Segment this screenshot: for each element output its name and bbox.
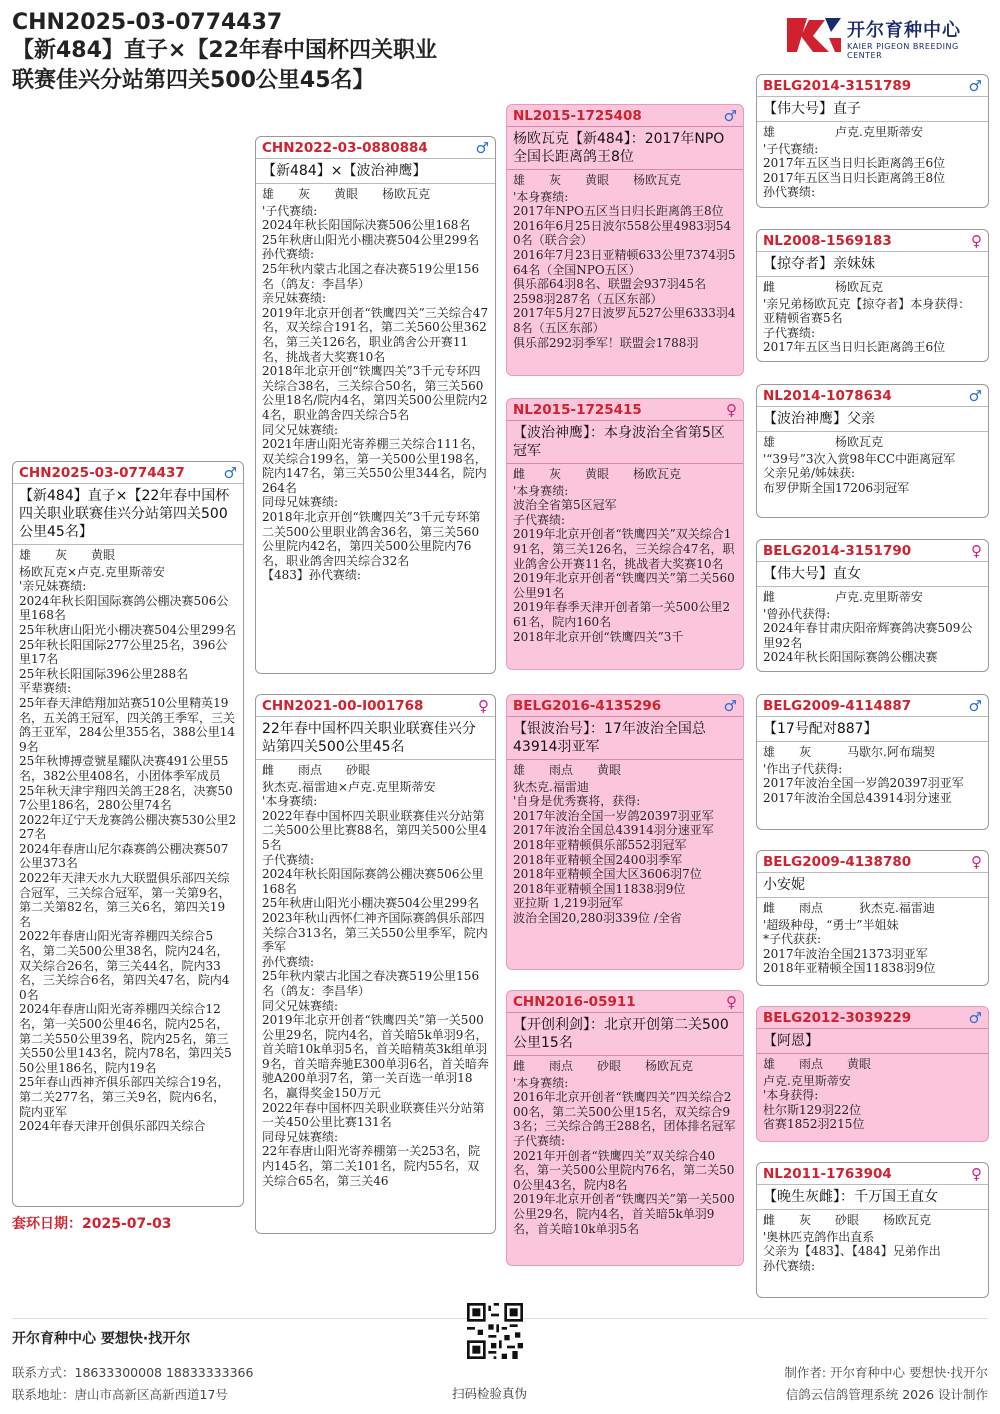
record-line: 25年秋天津宇翔四关鸽王28名，决赛507公里186名，280公里74名 [19, 783, 233, 813]
record-line: 2024年秋长阳国际赛鸽公棚决赛506公里168名 [262, 867, 484, 896]
ring-number [757, 230, 988, 252]
record-line: 同父兄妹赛绩: [262, 422, 339, 437]
male-icon: ♂ [223, 464, 237, 482]
record-line: 2019年春季天津开创者第一关500公里261名，院内160名 [513, 600, 731, 629]
header-name-line-2: 联赛佳兴分站第四关500公里45名】 [12, 68, 375, 93]
record-line: 2018年北京开创“铁鹰四关”3千元专环第二关500公里职业鸽舍36名，第三关560公里院内42名，第四关500公里院内76名，职业鸽舍四关综合32名 [262, 510, 481, 568]
pigeon-attributes: 雌 雨点 狄杰克.福雷迪 [763, 901, 935, 915]
pigeon-attributes: 雄 灰 黄眼 杨欧瓦克 [513, 173, 682, 187]
record-line: 2017年NPO五区当日归长距离鸽王8位 [513, 204, 724, 219]
record-line: 2019年北京开创者“铁鹰四关”第二关560公里91名 [513, 571, 735, 600]
pigeon-name: 【新484】直子×【22年春中国杯四关职业联赛佳兴分站第四关500公里45名】 [13, 484, 243, 545]
male-icon: ♂ [968, 1009, 982, 1027]
ring-number [757, 385, 988, 407]
male-icon: ♂ [723, 697, 737, 715]
ring-number [757, 75, 988, 97]
record-line: 同父兄妹赛绩: [262, 998, 339, 1013]
pigeon-attributes: 雌 杨欧瓦克 [763, 280, 884, 294]
ring-text: NL2008-1569183 [763, 233, 892, 249]
record-line: 波治全省第5区冠军 [513, 498, 617, 513]
record-line: 25年秋长阳国际277公里25名，396公里17名 [19, 637, 228, 667]
pigeon-name: 【掠夺者】亲妹妹 [757, 252, 988, 277]
footer-contact [12, 1328, 392, 1406]
ring-text: NL2015-1725408 [513, 108, 642, 124]
record-line: 子代赛绩: [513, 512, 566, 527]
card-subject[interactable] [12, 461, 244, 1207]
record-line: '“39号”3次入赏98年CC中距离冠军 [763, 451, 956, 466]
record-line: 2018年北京开创“铁鹰四关”3千 [513, 629, 684, 644]
logo-english-text: KAIER PIGEON BREEDING CENTER [847, 42, 959, 60]
record-line: 俱乐部64羽8名、联盟会937羽45名 [513, 277, 707, 292]
pigeon-name: 【开创利剑】：北京开创第二关500公里15名 [507, 1013, 743, 1056]
pigeon-details [256, 184, 495, 583]
record-line: 2016年6月25日波尔558公里4983羽540名（联合会） [513, 218, 732, 248]
ring-text: BELG2012-3039229 [763, 1010, 912, 1026]
card-sire-sire[interactable] [506, 104, 744, 376]
qr-code-icon[interactable] [467, 1303, 523, 1359]
record-line: '本身赛绩: [513, 189, 569, 204]
record-line: 2019年北京开创者“铁鹰四关”三关综合47名，双关综合191名，第二关560公里362名，第三关126名，职业鸽舍公开赛11名，挑战者大奖赛10名 [262, 305, 489, 364]
ring-text: CHN2016-05911 [513, 994, 636, 1010]
pigeon-details [757, 587, 988, 665]
female-icon: ♀ [971, 542, 982, 560]
pigeon-details [757, 898, 988, 976]
pigeon-attributes: 雌 雨点 砂眼 [262, 763, 371, 777]
record-line: 子代赛绩: [763, 325, 816, 340]
record-line: '亲兄弟杨欧瓦克【掠夺者】本身获得：亚精顿省赛5名 [763, 296, 971, 326]
kaier-logo [785, 14, 990, 60]
record-line: 25年秋唐山阳光小棚决赛504公里299名 [262, 232, 480, 247]
footer-maker: 制作者: 开尔育种中心 要想快·找开尔 [784, 1365, 988, 1380]
record-line: 2024年春甘肃庆阳帝辉赛鸽决赛509公里92名 [763, 621, 973, 650]
female-icon: ♀ [726, 993, 737, 1011]
record-line: 2023年秋山西怀仁神齐国际赛鸽俱乐部四关综合313名，第三关550公里季军，院内季军 [262, 910, 488, 955]
record-line: 2016年北京开创者“铁鹰四关”四关综合200名，第二关500公里15名，双关综合93名；三关综合鸽王288名，团体排名冠军 [513, 1090, 736, 1134]
ring-text: BELG2009-4138780 [763, 854, 912, 870]
record-line: 25年秋唐山阳光小棚决赛504公里299名 [262, 896, 480, 911]
record-line: 平辈赛绩: [19, 681, 72, 696]
record-line: 2024年秋长阳国际赛鸽公棚决赛506公里168名 [19, 593, 229, 623]
record-line: *子代获获: [763, 932, 822, 947]
pigeon-name: 【阿恩】 [757, 1029, 988, 1054]
record-line: 25年春山西神齐俱乐部四关综合19名，第二关277名，第三关9名，院内6名，院内亚军 [19, 1075, 230, 1119]
record-line: 2019年北京开创者“铁鹰四关”双关综合191名，第三关126名，三关综合47名，职业鸽舍公开赛11名，挑战者大奖赛10名 [513, 527, 735, 571]
record-line: 2017年五区当日归长距离鸽王6位 [763, 156, 946, 171]
record-line: 2017年波治全国总43914羽分速亚军 [513, 823, 714, 838]
record-line: '子代赛绩: [763, 141, 819, 156]
male-icon: ♂ [968, 387, 982, 405]
ring-text: CHN2022-03-0880884 [262, 140, 428, 156]
ring-number [256, 695, 495, 717]
record-line: 2019年北京开创者“铁鹰四关”第一关500公里29名，院内4名，首关暗5k单羽9名，首关暗10k单羽5名 [513, 1192, 735, 1236]
footer-brand: 开尔育种中心 要想快·找开尔 [12, 1331, 191, 1347]
record-line: 2017年5月27日波罗瓦527公里6333羽48名（五区东部） [513, 306, 736, 335]
pigeon-attributes: 雄 卢克.克里斯蒂安 [763, 125, 923, 139]
pigeon-attributes: 雄 杨欧瓦克 [763, 435, 884, 449]
record-line: '超级种母，“勇士”半姐妹 [763, 917, 899, 932]
record-line: 2022年辽宁天龙赛鸽公棚决赛530公里227名 [19, 812, 237, 842]
ring-number [507, 399, 743, 421]
pigeon-details [507, 1056, 743, 1236]
record-line: 2018年亚精顿全国大区3606羽7位 [513, 867, 702, 882]
scan-verify-text: 扫码检验真伪 [452, 1386, 528, 1401]
ring-number [13, 462, 243, 484]
record-line: 2018年亚精顿俱乐部552羽冠军 [513, 837, 687, 852]
record-line: 孙代赛绩: [763, 1258, 816, 1273]
record-line: '本身获得: [763, 1088, 819, 1103]
record-line: 孙代赛绩: [262, 954, 315, 969]
ring-number [256, 137, 495, 159]
pigeon-details [507, 464, 743, 644]
record-line: 孙代赛绩: [262, 247, 315, 262]
record-line: '本身赛绩: [262, 794, 318, 809]
record-line: 波治全国20,280羽339位 /全省 [513, 910, 682, 925]
record-line: 子代赛绩: [513, 1133, 566, 1148]
ring-number [507, 105, 743, 127]
record-line: '本身赛绩: [513, 1075, 569, 1090]
record-line: 2018年亚精顿全国2400羽季军 [513, 852, 683, 867]
footer-address: 联系地址：唐山市高新区高新西道17号 [12, 1387, 228, 1402]
record-line: 25年秋唐山阳光小棚决赛504公里299名 [19, 622, 237, 637]
record-line: 杨欧瓦克×卢克.克里斯蒂安 [19, 564, 165, 579]
pigeon-name: 【17号配对887】 [757, 717, 988, 742]
pigeon-attributes: 雌 雨点 砂眼 杨欧瓦克 [513, 1059, 694, 1073]
ring-number [757, 1163, 988, 1185]
record-line: 杜尔斯129羽22位 [763, 1102, 862, 1117]
pigeon-name: 【新484】×【波治神鹰】 [256, 159, 495, 184]
record-line: 25年秋长阳国际396公里288名 [19, 666, 189, 681]
record-line: 子代赛绩: [262, 852, 315, 867]
record-line: '曾孙代获得: [763, 606, 831, 621]
record-line: 2016年7月23日亚精顿633公里7374羽564名（全国NPO五区） [513, 247, 736, 277]
footer-phone: 联系方式：18633300008 18833333366 [12, 1365, 254, 1380]
record-line: 2017年五区当日归长距离鸽王6位 [763, 340, 946, 355]
card-dss[interactable] [756, 694, 989, 830]
pigeon-attributes: 雄 灰 黄眼 [19, 548, 116, 562]
ring-text: BELG2014-3151789 [763, 78, 912, 94]
record-line: 狄杰克.福雷迪×卢克.克里斯蒂安 [262, 779, 436, 794]
record-line: 【483】孙代赛绩: [262, 568, 361, 583]
card-dsd[interactable] [756, 850, 989, 986]
pigeon-name: 22年春中国杯四关职业联赛佳兴分站第四关500公里45名 [256, 717, 495, 760]
record-line: 2024年春唐山尼尔森赛鸽公棚决赛507公里373名 [19, 841, 229, 871]
pigeon-name: 【伟大号】直女 [757, 562, 988, 587]
record-line: '亲兄妹赛绩: [19, 579, 87, 594]
record-line: 2018年亚精顿全国11838羽9位 [513, 881, 686, 896]
pigeon-name: 【晚生灰雌】：千万国王直女 [757, 1185, 988, 1210]
record-line: 2024年春唐山阳光寄养棚四关综合12名，第一关500公里46名，院内25名，第二关550公里39名，院内25名，第三关550公里143名，院内78名，第四关550公里186名，院内19名 [19, 1002, 232, 1075]
card-sdd[interactable] [756, 539, 989, 672]
record-line: 狄杰克.福雷迪 [513, 779, 589, 794]
pigeon-attributes: 雄 灰 黄眼 杨欧瓦克 [262, 187, 431, 201]
male-icon: ♂ [968, 697, 982, 715]
ring-text: NL2011-1763904 [763, 1166, 892, 1182]
record-line: 25年秋内蒙古北国之春决赛519公里156名（鸽友：李昌华） [262, 261, 480, 291]
record-line: 22年春唐山阳光寄养棚第一关253名，院内145名，第二关101名，院内55名，双关综合65名，第三关46 [262, 1144, 481, 1188]
male-icon: ♂ [475, 139, 489, 157]
record-line: 卢克.克里斯蒂安 [763, 1073, 851, 1088]
logo-chinese-text: 开尔育种中心 [847, 20, 961, 41]
record-line: 俱乐部292羽季军！联盟会1788羽 [513, 335, 699, 350]
ring-number [757, 540, 988, 562]
pigeon-details [757, 1054, 988, 1132]
record-line: 布罗伊斯全国17206羽冠军 [763, 480, 910, 495]
card-dam-sire[interactable] [506, 694, 744, 970]
record-line: 2022年天津天水九大联盟俱乐部四关综合冠军，三关综合冠军，第一关第9名，第二关第82名，第三关6名，第四关19名 [19, 871, 231, 929]
pigeon-name: 杨欧瓦克【新484】：2017年NPO全国长距离鸽王8位 [507, 127, 743, 170]
card-dam-dam[interactable] [506, 990, 744, 1266]
female-icon: ♀ [971, 1165, 982, 1183]
record-line: 父亲兄弟/姊妹获: [763, 466, 856, 481]
record-line: 父亲为【483】、【484】兄弟作出 [763, 1244, 941, 1259]
card-sds[interactable] [756, 384, 989, 518]
kaier-logo-icon [785, 14, 843, 56]
record-line: 亲兄妹赛绩: [262, 291, 327, 306]
ring-number [757, 1007, 988, 1029]
ring-text: NL2014-1078634 [763, 388, 892, 404]
ring-text: NL2015-1725415 [513, 402, 642, 418]
male-icon: ♂ [968, 77, 982, 95]
record-line: 25年春天津皓翔加站赛510公里精英19名，五关鸽王冠军，四关鸽王季军，三关鸽王亚军，284公里355名，388公里149名 [19, 695, 236, 754]
pigeon-details [507, 760, 743, 926]
card-ssd[interactable] [756, 229, 989, 362]
pigeon-attributes: 雌 灰 黄眼 杨欧瓦克 [513, 467, 682, 481]
pigeon-name: 【波治神鹰】父亲 [757, 407, 988, 432]
record-line: 2019年北京开创者“铁鹰四关”第一关500公里29名，院内4名，首关暗5k单羽9名，首关暗10k单羽5名，首关暗精英3k组单羽9名，首关暗奔驰E300单羽6名，首关暗奔驰A200单羽7名，第一关百选一单羽18名，赢得奖金150万元 [262, 1013, 489, 1101]
pigeon-attributes: 雌 灰 砂眼 杨欧瓦克 [763, 1213, 932, 1227]
record-line: '自身是优秀赛将，获得: [513, 794, 641, 809]
record-line: 2598羽287名（五区东部） [513, 291, 663, 306]
record-line: '作出子代获得: [763, 761, 843, 776]
pigeon-details [757, 432, 988, 495]
ring-date: 套环日期：2025-07-03 [12, 1216, 172, 1232]
pigeon-attributes: 雄 雨点 黄眼 [513, 763, 622, 777]
record-line: 2017年波治全国一岁鸽20397羽亚军 [513, 808, 714, 823]
ring-text: BELG2009-4114887 [763, 698, 912, 714]
record-line: 2024年秋长阳国际赛鸽公棚决赛 [763, 650, 938, 665]
record-line: '奥林匹克鸽作出直系 [763, 1229, 875, 1244]
record-line: 亚拉斯 1,219羽冠军 [513, 896, 624, 911]
ring-text: BELG2014-3151790 [763, 543, 912, 559]
pigeon-details [757, 742, 988, 805]
card-dds[interactable] [756, 1006, 989, 1142]
footer-credits [784, 1362, 988, 1406]
record-line: 2021年唐山阳光寄养棚三关综合111名，双关综合199名，第一关500公里198名，院内147名，第三关550公里344名，院内264名 [262, 437, 487, 495]
pigeon-attributes: 雌 卢克.克里斯蒂安 [763, 590, 923, 604]
record-line: 同母兄妹赛绩: [262, 495, 339, 510]
pigeon-name: 【银波治号】：17年波治全国总43914羽亚军 [507, 717, 743, 760]
record-line: '子代赛绩: [262, 203, 318, 218]
record-line: 2017年波治全国21373羽亚军 [763, 946, 928, 961]
card-sss[interactable] [756, 74, 989, 208]
record-line: 2018年北京开创“铁鹰四关”3千元专环四关综合38名，三关综合50名，第三关560公里18名/院内4名，第四关500公里院内24名，职业鸽舍四关综合5名 [262, 364, 488, 422]
pigeon-details [507, 170, 743, 350]
record-line: 2022年春唐山阳光寄养棚四关综合5名，第二关500公里38名，院内24名，双关综合26名，第三关44名，院内33名，三关综合6名，第四关47名，院内40名 [19, 929, 230, 1002]
record-line: 25年秋内蒙古北国之春决赛519公里156名（鸽友：李昌华） [262, 969, 480, 998]
ring-text: BELG2016-4135296 [513, 698, 662, 714]
record-line: 2021年开创者“铁鹰四关”双关综合40名，第一关500公里院内76名，第二关500公里43名，院内8名 [513, 1148, 735, 1192]
record-line: 2018年亚精顿全国11838羽9位 [763, 961, 936, 976]
record-line: 2024年春天津开创俱乐部四关综合 [19, 1119, 206, 1134]
male-icon: ♂ [723, 107, 737, 125]
card-ddd[interactable] [756, 1162, 989, 1298]
record-line: 25年秋博搏壹號星耀队决赛491公里55名，382公里408名，小团体季军成员 [19, 754, 229, 783]
header-ring-number: CHN2025-03-0774437 [12, 10, 283, 35]
ring-text: CHN2025-03-0774437 [19, 465, 185, 481]
record-line: 2017年波治全国总43914羽分速亚 [763, 790, 952, 805]
female-icon: ♀ [971, 853, 982, 871]
pigeon-details [13, 545, 243, 1134]
pigeon-name: 【波治神鹰】：本身波治全省第5区冠军 [507, 421, 743, 464]
pigeon-details [757, 122, 988, 200]
female-icon: ♀ [478, 697, 489, 715]
pigeon-name: 【伟大号】直子 [757, 97, 988, 122]
pigeon-details [757, 1210, 988, 1273]
header-name-line-1: 【新484】直子×【22年春中国杯四关职业 [12, 38, 437, 63]
ring-number [757, 851, 988, 873]
pigeon-attributes: 雄 灰 马歇尔.阿布瑞契 [763, 745, 935, 759]
ring-number [757, 695, 988, 717]
ring-number [507, 991, 743, 1013]
record-line: 2024年秋长阳国际决赛506公里168名 [262, 218, 471, 233]
pedigree-header [12, 10, 532, 96]
card-dam[interactable] [255, 694, 496, 1234]
ring-number [507, 695, 743, 717]
record-line: 2017年波治全国一岁鸽20397羽亚军 [763, 776, 964, 791]
pigeon-details [757, 277, 988, 355]
record-line: '本身赛绩: [513, 483, 569, 498]
record-line: 2022年春中国杯四关职业联赛佳兴分站第二关500公里比赛88名，第四关500公里45名 [262, 808, 487, 852]
card-sire[interactable] [255, 136, 496, 674]
record-line: 同母兄妹赛绩: [262, 1129, 339, 1144]
card-sire-dam[interactable] [506, 398, 744, 670]
female-icon: ♀ [971, 232, 982, 250]
record-line: 孙代赛绩: [763, 185, 816, 200]
record-line: 2017年五区当日归长距离鸽王8位 [763, 170, 946, 185]
pigeon-name: 小安妮 [757, 873, 988, 898]
footer-system: 信鸽云信鸽管理系统 2026 设计制作 [785, 1387, 988, 1402]
pigeon-details [256, 760, 495, 1188]
female-icon: ♀ [726, 401, 737, 419]
record-line: 2022年春中国杯四关职业联赛佳兴分站第一关450公里比赛131名 [262, 1100, 485, 1130]
pigeon-attributes: 雄 雨点 黄眼 [763, 1057, 872, 1071]
record-line: 省赛1852羽215位 [763, 1117, 865, 1132]
ring-text: CHN2021-00-I001768 [262, 698, 424, 714]
